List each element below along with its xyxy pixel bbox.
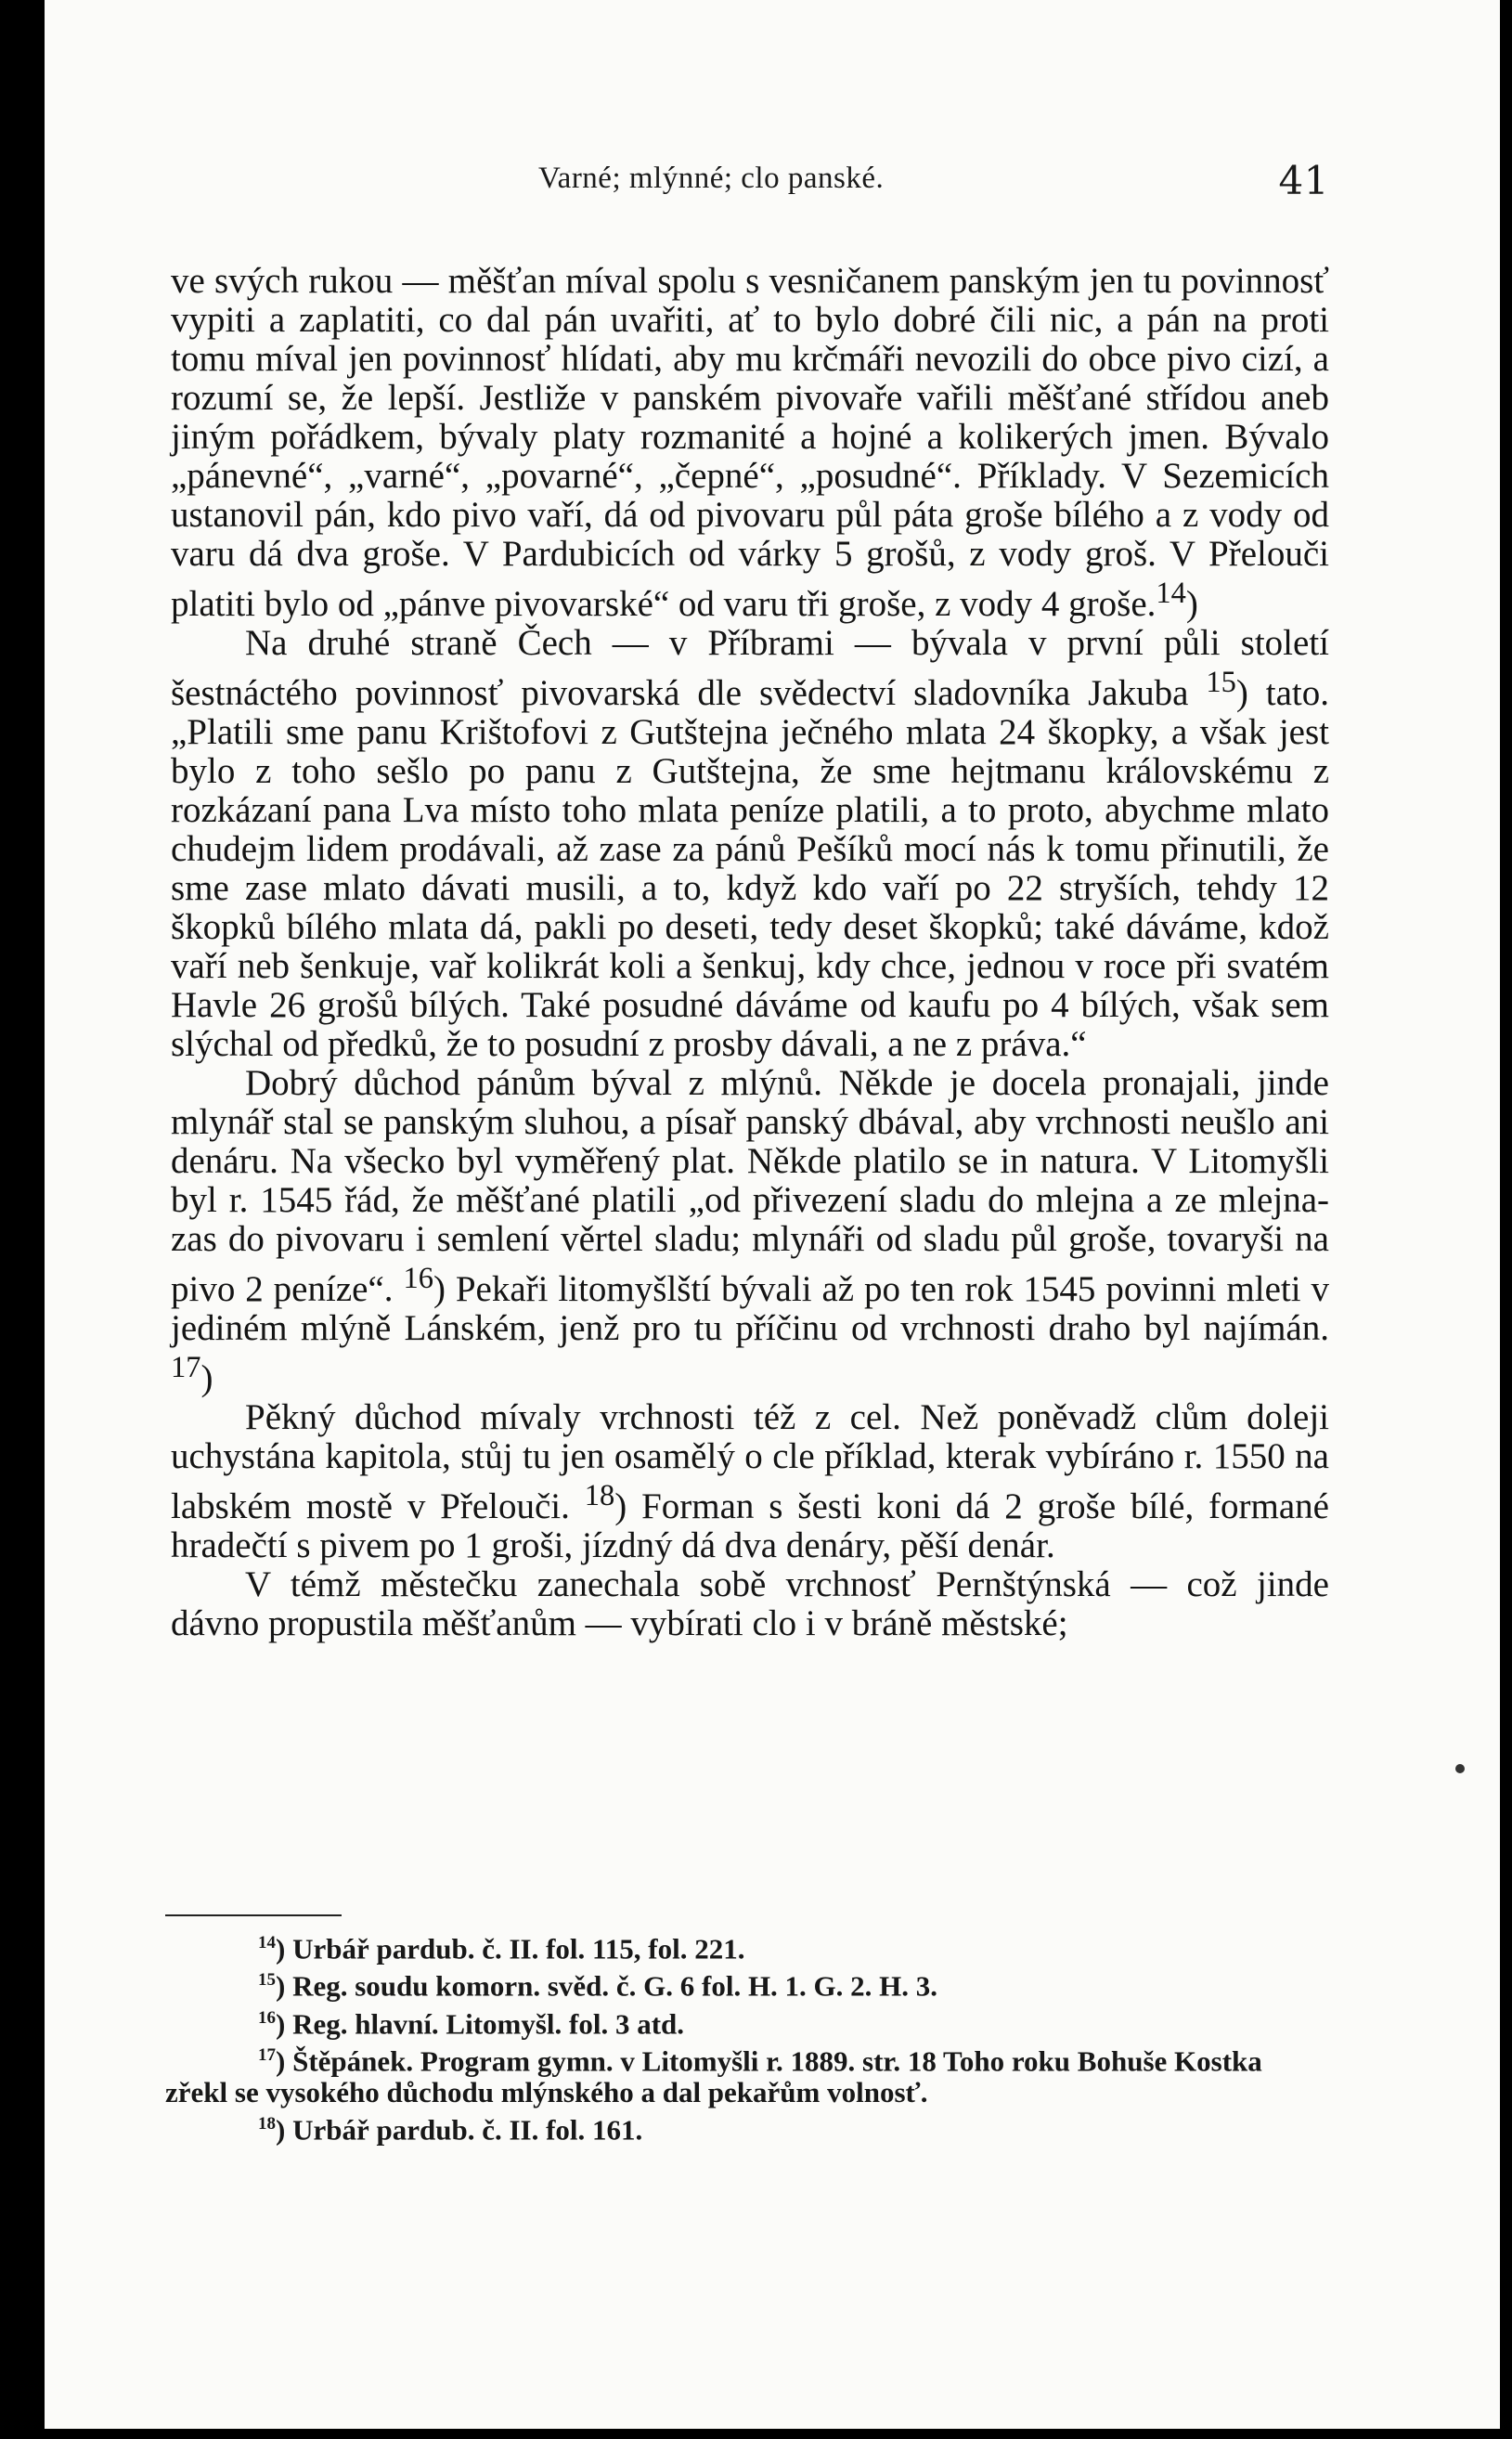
paragraph: ve svých rukou — měšťan míval spolu s vesničanem panským jen tu povinnosť vypiti a zaplatiti, co dal pán uvařiti, ať to bylo dobré čili nic, a pán na proti tomu míval jen povinnosť hlídati, aby mu krčmáři nevozili do obce pivo cizí, a rozumí se, že lepší. Jestliže v panském pivovaře vařili měšťané střídou aneb jiným pořádkem, bývaly platy rozmanité a hojné a kolikerých jmen. Bývalo „pánevné“, „varné“, „povarné“, „čepné“, „posudné“. Příklady. V Sezemicích ustanovil pán, kdo pivo vaří, dá od pivovaru půl páta groše bílého a z vody od varu dá dva groše. V Pardubicích od várky 5 grošů, z vody groš. V Přelouči platiti bylo od „pánve pivovarské“ od varu tři groše, z vody 4 groše.$^{14}$) [171,261,1329,624]
running-title: Varné; mlýnné; clo panské. [538,162,885,195]
paragraph: Dobrý důchod pánům býval z mlýnů. Někde je docela pronajali, jinde mlynář stal se panským sluhou, a písař panský dbával, aby vrchnosti neušlo ani denáru. Na všecko byl vyměřený plat. Někde platilo se in natura. V Litomyšli byl r. 1545 řád, že měšťané platili „od přivezení sladu do mlejna a ze mlejna-zas do pivovaru i semlení věrtel sladu; mlynáři od sladu půl groše, tovaryši na pivo 2 peníze“. $^{16}$) Pekaři litomyšlští bývali až po ten rok 1545 povinni mleti v jediném mlýně Lánském, jenž pro tu příčinu od vrchnosti draho byl najímán. $^{17}$) [171,1063,1329,1398]
footnote-ref: 15 [1206,666,1236,699]
body-text [171,262,1329,1643]
footnotes [165,1927,1329,2147]
footnote: $^{15}$) Reg. soudu komorn. svěd. č. G. 6 fol. H. 1. G. 2. H. 3. [258,1969,938,2003]
paragraph: V témž městečku zanechala sobě vrchnosť Pernštýnská — což jinde dávno propustila měšťanům — vybírati clo i v bráně městské; [171,1564,1329,1643]
footnote-ref: 17 [171,1351,201,1384]
page-number: 41 [1278,158,1329,203]
footnote: $^{17}$) Štěpánek. Program gymn. v Litomyšli r. 1889. str. 18 Toho roku Bohuše Kostka zřekl se vysokého důchodu mlýnského a dal pekařům volnosť. [165,2044,1262,2109]
footnote: $^{16}$) Reg. hlavní. Litomyšl. fol. 3 atd. [258,2006,685,2040]
footnote-ref: 18 [584,1479,615,1512]
footnote-divider [165,1914,342,1916]
paragraph: Na druhé straně Čech — v Příbrami — bývala v první půli století šestnáctého povinnosť pivovarská dle svědectví sladovníka Jakuba $^{15}$) tato. „Platili sme panu Krištofovi z Gutštejna ječného mlata 24 škopky, a však jest bylo z toho sešlo po panu z Gutštejna, že sme hejtmanu královskému z rozkázaní pana Lva místo toho mlata peníze platili, a to proto, abychme mlato chudejm lidem prodávali, až zase za pánů Pešíků mocí nás k tomu přinutili, že sme zase mlato dávati musili, a to, když kdo vaří po 22 stryších, tehdy 12 škopků bílého mlata dá, pakli po deseti, tedy deset škopků; také dáváme, kdož vaří neb šenkuje, vař kolikrát koli a šenkuj, kdy chce, jednou v roce při svatém Havle 26 grošů bílých. Také posudné dáváme od kaufu po 4 bílých, však sem slýchal od předků, že to posudní z prosby dávali, a ne z práva.“ [171,623,1330,1064]
book-page [45,0,1500,2429]
footnote-ref: 16 [403,1262,433,1295]
footnote: $^{14}$) Urbář pardub. č. II. fol. 115, fol. 221. [258,1932,745,1965]
footnote: $^{18}$) Urbář pardub. č. II. fol. 161. [258,2113,643,2147]
footnote-ref: 14 [1156,577,1186,610]
print-speck [1455,1764,1465,1773]
paragraph: Pěkný důchod mívaly vrchnosti též z cel. Než poněvadž clům doleji uchystána kapitola, stůj tu jen osamělý o cle příklad, kterak vybíráno r. 1550 na labském mostě v Přelouči. $^{18}$) Forman s šesti koni dá 2 groše bílé, formané hradečtí s pivem po 1 groši, jízdný dá dva denáry, pěší denár. [171,1397,1329,1565]
